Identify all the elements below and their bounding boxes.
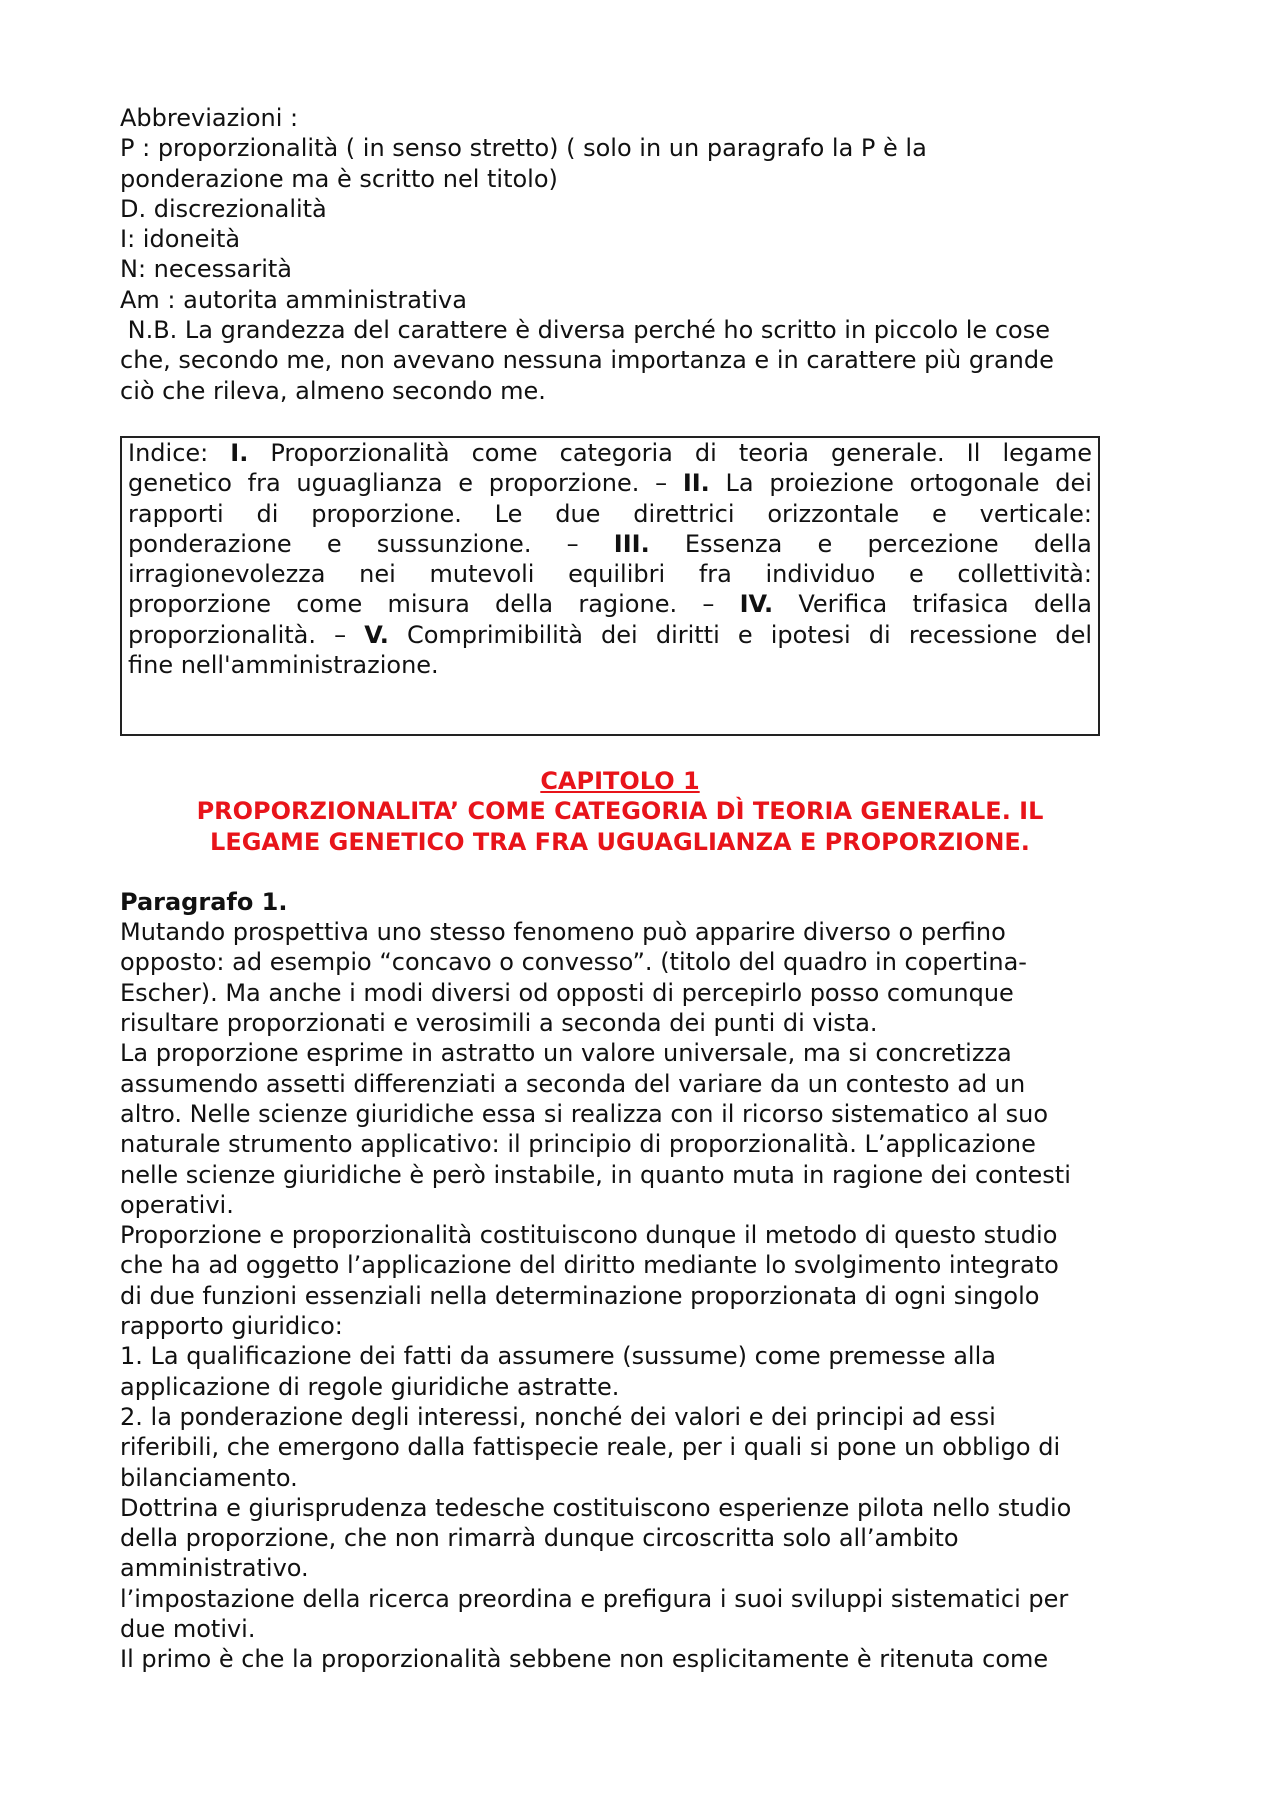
index-word: orizzontale (767, 499, 900, 528)
abbreviation-line: Am : autorita amministrativa (120, 285, 467, 314)
chapter-title-line: PROPORZIONALITA’ COME CATEGORIA DÌ TEORIA GENERALE. IL (196, 797, 1044, 826)
index-word: collettività: (957, 560, 1092, 589)
index-word: fra (698, 560, 732, 589)
index-word: Le (494, 499, 523, 528)
index-word: generale. (831, 438, 945, 467)
index-word: percezione (867, 529, 999, 558)
index-word: misura (387, 590, 470, 619)
index-line (128, 468, 1092, 498)
index-word: mutevoli (429, 560, 535, 589)
index-word: dei (601, 620, 638, 649)
paragraph-line: Il primo è che la proporzionalità sebbene non esplicitamente è ritenuta come (120, 1645, 1049, 1674)
index-word: La (725, 469, 754, 498)
index-word: Verifica (798, 590, 888, 619)
index-word: proporzionalità. (128, 620, 316, 649)
chapter-title-line: LEGAME GENETICO TRA FRA UGUAGLIANZA E PROPORZIONE. (210, 827, 1030, 856)
index-word: direttrici (633, 499, 735, 528)
paragraph-line: Proporzione e proporzionalità costituiscono dunque il metodo di questo studio (120, 1221, 1058, 1250)
document-page (120, 103, 1160, 1675)
index-line (128, 499, 1092, 529)
index-word: di (694, 438, 717, 467)
paragraph-line: che ha ad oggetto l’applicazione del diritto mediante lo svolgimento integrato (120, 1251, 1059, 1280)
index-word: ragione. (578, 590, 678, 619)
index-section-number: II. (682, 469, 710, 498)
index-word: ipotesi (770, 620, 851, 649)
index-word: Comprimibilità (406, 620, 583, 649)
index-word: Proporzionalità (270, 438, 450, 467)
abbreviation-line: N: necessarità (120, 255, 292, 284)
paragraph-line: di due funzioni essenziali nella determinazione proporzionata di ogni singolo (120, 1281, 1040, 1310)
paragraph-line: risultare proporzionati e verosimili a seconda dei punti di vista. (120, 1009, 878, 1038)
index-word: di (256, 499, 279, 528)
paragraph-body (120, 917, 1160, 1674)
chapter-heading (120, 766, 1120, 857)
paragraph-line: applicazione di regole giuridiche astratte. (120, 1372, 620, 1401)
index-word: sussunzione. (376, 529, 532, 558)
index-word: due (555, 499, 601, 528)
index-word: fine nell'amministrazione. (128, 651, 439, 680)
index-word: e (737, 620, 753, 649)
paragraph-line: 2. la ponderazione degli interessi, nonché dei valori e dei principi ad essi (120, 1402, 996, 1431)
paragraph-line: bilanciamento. (120, 1463, 298, 1492)
paragraph-line: 1. La qualificazione dei fatti da assumere (sussume) come premesse alla (120, 1342, 996, 1371)
abbreviation-line: ponderazione ma è scritto nel titolo) (120, 164, 558, 193)
abbreviation-line: I: idoneità (120, 225, 241, 254)
index-word: di (868, 620, 891, 649)
index-section-number: V. (364, 620, 389, 649)
paragraph-line: Mutando prospettiva uno stesso fenomeno può apparire diverso o perfino (120, 918, 1006, 947)
index-word: – (334, 620, 347, 649)
index-word: genetico (128, 469, 232, 498)
index-word: come (471, 438, 538, 467)
paragraph-line: due motivi. (120, 1614, 256, 1643)
index-word: e (932, 499, 947, 528)
paragraph-title: Paragrafo 1. (120, 887, 288, 916)
index-word: equilibri (568, 560, 666, 589)
index-line (128, 589, 1092, 619)
index-word: Essenza (684, 529, 783, 558)
paragraph-line: nelle scienze giuridiche è però instabile, in quanto muta in ragione dei contesti (120, 1160, 1071, 1189)
index-word: proiezione (769, 469, 894, 498)
abbreviations-section (120, 103, 1160, 406)
index-word: e (326, 529, 342, 558)
paragraph-line: amministrativo. (120, 1554, 309, 1583)
paragraph-line: Escher). Ma anche i modi diversi od opposti di percepirlo posso comunque (120, 978, 1014, 1007)
paragraph-line: operativi. (120, 1190, 234, 1219)
index-word: della (495, 590, 554, 619)
paragraph-line: La proporzione esprime in astratto un valore universale, ma si concretizza (120, 1039, 1012, 1068)
index-word: proporzione. (311, 499, 462, 528)
index-word: rapporti (128, 499, 224, 528)
paragraph-line: l’impostazione della ricerca preordina e prefigura i suoi sviluppi sistematici per (120, 1584, 1069, 1613)
note-line: N.B. La grandezza del carattere è diversa perché ho scritto in piccolo le cose (120, 316, 1050, 345)
index-section-number: I. (230, 438, 249, 467)
index-word: e (817, 529, 833, 558)
index-word: – (655, 469, 668, 498)
index-box (120, 436, 1100, 736)
index-word: dei (1055, 469, 1092, 498)
paragraph-line: riferibili, che emergono dalla fattispecie reale, per i quali si pone un obbligo di (120, 1433, 1061, 1462)
index-word: proporzione (128, 590, 271, 619)
index-word: e (458, 469, 474, 498)
index-line (128, 529, 1092, 559)
index-word: ortogonale (909, 469, 1040, 498)
index-word: nei (359, 560, 396, 589)
abbreviation-line: P : proporzionalità ( in senso stretto) ( solo in un paragrafo la P è la (120, 134, 927, 163)
paragraph-line: rapporto giuridico: (120, 1312, 343, 1341)
paragraph-line: opposto: ad esempio “concavo o convesso”. (titolo del quadro in copertina- (120, 948, 1027, 977)
index-word: fra (247, 469, 281, 498)
index-line (128, 650, 1092, 680)
abbreviation-line: D. discrezionalità (120, 194, 327, 223)
index-word: uguaglianza (296, 469, 443, 498)
index-word: teoria (738, 438, 809, 467)
index-word: – (566, 529, 579, 558)
note-line: che, secondo me, non avevano nessuna importanza e in carattere più grande (120, 346, 1054, 375)
note-line: ciò che rileva, almeno secondo me. (120, 376, 546, 405)
index-word: individuo (765, 560, 876, 589)
index-word: trifasica (912, 590, 1009, 619)
index-word: della (1033, 590, 1092, 619)
index-word: Indice: (128, 438, 209, 467)
index-word: diritti (655, 620, 720, 649)
index-word: del (1055, 620, 1092, 649)
index-word: – (702, 590, 715, 619)
index-section-number: IV. (739, 590, 774, 619)
index-word: proporzione. (488, 469, 640, 498)
index-word: legame (1002, 438, 1092, 467)
index-word: categoria (559, 438, 673, 467)
paragraph-line: altro. Nelle scienze giuridiche essa si realizza con il ricorso sistematico al suo (120, 1099, 1049, 1128)
index-word: Il (966, 438, 981, 467)
paragraph-line: della proporzione, che non rimarrà dunque circoscritta solo all’ambito (120, 1524, 959, 1553)
index-word: come (296, 590, 363, 619)
index-word: ponderazione (128, 529, 292, 558)
paragraph-line: Dottrina e giurisprudenza tedesche costituiscono esperienze pilota nello studio (120, 1493, 1072, 1522)
index-section-number: III. (613, 529, 650, 558)
index-line (128, 438, 1092, 468)
index-word: e (908, 560, 924, 589)
index-word: irragionevolezza (128, 560, 326, 589)
index-line (128, 620, 1092, 650)
chapter-number: CAPITOLO 1 (540, 766, 700, 795)
abbreviations-title: Abbreviazioni : (120, 104, 299, 132)
index-word: verticale: (979, 499, 1092, 528)
index-word: recessione (908, 620, 1038, 649)
paragraph-line: naturale strumento applicativo: il principio di proporzionalità. L’applicazione (120, 1130, 1036, 1159)
index-word: della (1033, 529, 1092, 558)
paragraph-line: assumendo assetti differenziati a seconda del variare da un contesto ad un (120, 1069, 1026, 1098)
index-line (128, 559, 1092, 589)
